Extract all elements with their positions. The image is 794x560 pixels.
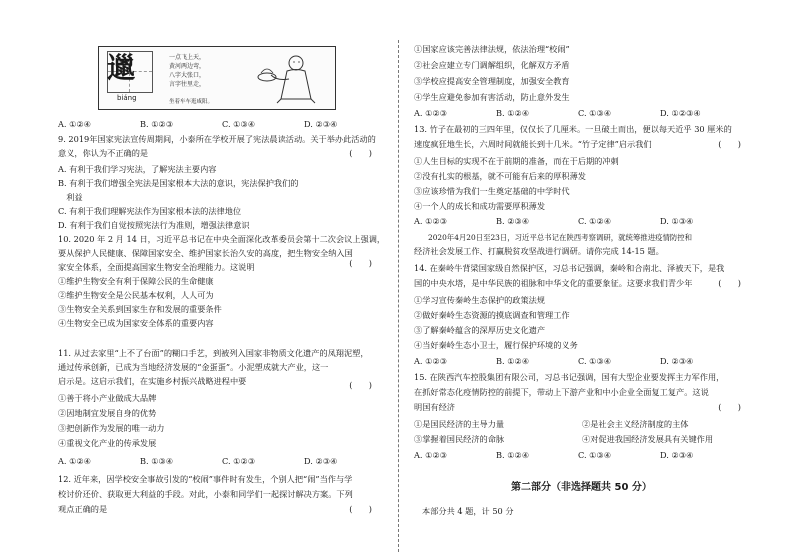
q10-answer-blank[interactable]: ( ) xyxy=(349,258,372,268)
q14-item: ②做好秦岭生态资源的摸底调查和管理工作 xyxy=(414,310,570,320)
q11-answer-blank[interactable]: ( ) xyxy=(349,380,372,390)
q12-stem-line: 观点正确的是 xyxy=(58,504,108,514)
option-c[interactable]: C. ①③④ xyxy=(578,450,612,460)
option-d[interactable]: D. ②③④ xyxy=(304,456,338,466)
option-b[interactable]: B. ①②④ xyxy=(496,450,530,460)
q15-stem-line: 在抓好常态化疫情防控的前提下，带动上下游产业和中小企业全面复工复产。这说 xyxy=(414,387,709,397)
poem-line: 黄河两边弯， xyxy=(169,63,206,70)
q12-answer-blank[interactable]: ( ) xyxy=(349,504,372,514)
q13-item: ③应该珍惜为我们一生奠定基础的中学时代 xyxy=(414,186,570,196)
q12-item: ②社会应建立专门调解组织，化解双方矛盾 xyxy=(414,60,570,70)
q9-stem-line: 9. 2019年国家宪法宣传周期间，小泰所在学校开展了宪法晨读活动。关于举办此活动的 xyxy=(58,134,376,144)
q12-stem-line: 校讨价还价、获取更大利益的手段。对此，小泰和同学们一起探讨解决方案。下列 xyxy=(58,489,353,499)
option-d[interactable]: D. ②③④ xyxy=(304,119,338,129)
q13-answer-blank[interactable]: ( ) xyxy=(718,139,741,149)
option-d[interactable]: D. ①②③④ xyxy=(660,108,701,118)
left-column xyxy=(58,0,386,560)
section-title: 第二部分（非选择题共 50 分） xyxy=(511,482,652,493)
q12-item: ④学生应避免参加有害活动，防止意外发生 xyxy=(414,92,570,102)
q9-stem-line: 意义，你认为不正确的是 xyxy=(58,148,149,158)
option-d[interactable]: D. ②③④ xyxy=(660,356,694,366)
q9-choice-d[interactable]: D. 有利于我们自觉按照宪法行为准则，增强法律意识 xyxy=(58,220,250,230)
pinyin-label: biáng xyxy=(117,94,137,102)
q15-answer-blank[interactable]: ( ) xyxy=(718,402,741,412)
q14-item: ③了解秦岭蕴含的深厚历史文化遗产 xyxy=(414,325,546,335)
right-column xyxy=(414,0,749,560)
q15-stem-line: 15. 在陕西汽车控股集团有限公司，习总书记强调，国有大型企业要发挥主力军作用， xyxy=(414,372,725,382)
q14-stem-line: 国的中央水塔，是中华民族的祖脉和中华文化的重要象征。这要求我们青少年 xyxy=(414,278,693,288)
poem-tail: 坐着车车逛咸阳。 xyxy=(169,99,214,105)
poem-line: 一点飞上天， xyxy=(169,54,206,61)
option-c[interactable]: C. ①③④ xyxy=(578,356,612,366)
q13-item: ④一个人的成长和成功需要厚积薄发 xyxy=(414,201,546,211)
q10-item: ①维护生物安全有利于保障公民的生命健康 xyxy=(58,276,214,286)
q15-item: ②是社会主义经济制度的主体 xyxy=(582,419,689,429)
q13-item: ①人生目标的实现不在于前期的准备，而在于后期的冲刺 xyxy=(414,156,619,166)
q12-stem-line: 12. 近年来，因学校安全事故引发的“校闹”事件时有发生，个别人把“闹”当作与学 xyxy=(58,474,353,484)
q14-answer-blank[interactable]: ( ) xyxy=(718,278,741,288)
q14-item: ①学习宣传秦岭生态保护的政策法规 xyxy=(414,295,546,305)
option-b[interactable]: B. ①③④ xyxy=(140,456,174,466)
q12-item: ③学校应提高安全管理制度，加强安全教育 xyxy=(414,76,570,86)
biang-character: 邋 xyxy=(107,51,136,84)
q9-choice-a[interactable]: A. 有利于我们学习宪法，了解宪法主要内容 xyxy=(58,164,217,174)
option-a[interactable]: A. ①②④ xyxy=(58,119,92,129)
q9-choice-b[interactable]: B. 有利于我们增强全宪法是国家根本大法的意识，宪法保护我们的 xyxy=(58,178,299,188)
q9-answer-blank[interactable]: ( ) xyxy=(349,148,372,158)
q11-item: ④重视文化产业的传承发展 xyxy=(58,438,157,448)
q11-stem-line: 通过传承创新，已成为当地经济发展的“金蛋蛋”。小泥塑成就大产业，这一 xyxy=(58,362,329,372)
option-c[interactable]: C. ①③④ xyxy=(222,119,256,129)
q14-item: ④当好秦岭生态小卫士，履行保护环境的义务 xyxy=(414,340,578,350)
option-a[interactable]: A. ①②③ xyxy=(414,450,448,460)
man-eating-noodles-drawing xyxy=(241,51,331,105)
q9-choice-c[interactable]: C. 有利于我们理解宪法作为国家根本法的法律地位 xyxy=(58,206,242,216)
q15-item: ④对促进我国经济发展具有关键作用 xyxy=(582,434,714,444)
q12-item: ①国家应该完善法律法规，依法治理“校闹” xyxy=(414,44,570,54)
q15-item: ①是国民经济的主导力量 xyxy=(414,419,505,429)
q14-stem-line: 14. 在秦岭牛背梁国家级自然保护区，习总书记强调，秦岭和合南北、泽被天下，是我 xyxy=(414,263,725,273)
q13-stem-line: 13. 竹子在最初的三四年里，仅仅长了几厘米。一旦破土而出，便以每天近乎 30 厘米的 xyxy=(414,124,732,134)
option-c[interactable]: C. ①③④ xyxy=(578,108,612,118)
context-intro-line: 2020年4月20日至23日，习近平总书记在陕西考察调研，就统筹推进疫情防控和 xyxy=(428,233,693,242)
option-b[interactable]: B. ①②④ xyxy=(496,108,530,118)
option-c[interactable]: C. ①②③ xyxy=(222,456,256,466)
q10-item: ③生物安全关系到国家生存和发展的重要条件 xyxy=(58,304,222,314)
q15-stem-line: 明国有经济 xyxy=(414,402,455,412)
q11-item: ③把创新作为发展的唯一动力 xyxy=(58,423,165,433)
q10-stem-line: 家安全体系，全面提高国家生物安全治理能力。这说明 xyxy=(58,262,255,272)
option-d[interactable]: D. ②③④ xyxy=(660,450,694,460)
option-b[interactable]: B. ②③④ xyxy=(496,216,530,226)
q13-stem-line: 速度疯狂地生长，六周时间就能长到十几米。“竹子定律”启示我们 xyxy=(414,139,652,149)
poem-line: 言字往里走， xyxy=(169,81,206,88)
option-a[interactable]: A. ①②③ xyxy=(414,216,448,226)
option-d[interactable]: D. ①③④ xyxy=(660,216,694,226)
option-c[interactable]: C. ①②④ xyxy=(578,216,612,226)
q10-item: ②维护生物安全是公民基本权利，人人可为 xyxy=(58,290,214,300)
q9-choice-b-cont: 利益 xyxy=(58,192,83,202)
q10-item: ④生物安全已成为国家安全体系的重要内容 xyxy=(58,318,214,328)
q10-stem-line: 要从保护人民健康、保障国家安全、维护国家长治久安的高度，把生物安全纳入国 xyxy=(58,248,353,258)
option-a[interactable]: A. ①②③ xyxy=(414,356,448,366)
poem-line: 八字大张口， xyxy=(169,72,206,79)
q11-stem-line: 11. 从过去家里“上不了台面”的糊口手艺，到被列入国家非物质文化遗产的凤翔泥塑， xyxy=(58,348,369,358)
context-intro-line: 经济社会发展工作、打赢脱贫攻坚战进行调研。请你完成 14-15 题。 xyxy=(414,246,664,256)
column-divider xyxy=(398,40,399,552)
option-a[interactable]: A. ①②③ xyxy=(414,108,448,118)
q11-item: ①善于将小产业做成大品牌 xyxy=(58,393,157,403)
q11-item: ②因地制宜发展自身的优势 xyxy=(58,408,157,418)
option-b[interactable]: B. ①②④ xyxy=(496,356,530,366)
q15-item: ③掌握着国民经济的命脉 xyxy=(414,434,505,444)
section-note: 本部分共 4 题，计 50 分 xyxy=(422,506,514,516)
q13-item: ②没有扎实的根基，就不可能有后来的厚积薄发 xyxy=(414,171,586,181)
option-b[interactable]: B. ①②③ xyxy=(140,119,174,129)
biang-illustration xyxy=(98,46,336,110)
poem-text xyxy=(169,53,205,89)
q10-stem-line: 10. 2020 年 2 月 14 日，习近平总书记在中央全面深化改革委员会第十二次会议上强调， xyxy=(58,234,386,244)
option-a[interactable]: A. ①②④ xyxy=(58,456,92,466)
q11-stem-line: 启示是。这启示我们，在实施乡村振兴战略进程中要 xyxy=(58,376,247,386)
